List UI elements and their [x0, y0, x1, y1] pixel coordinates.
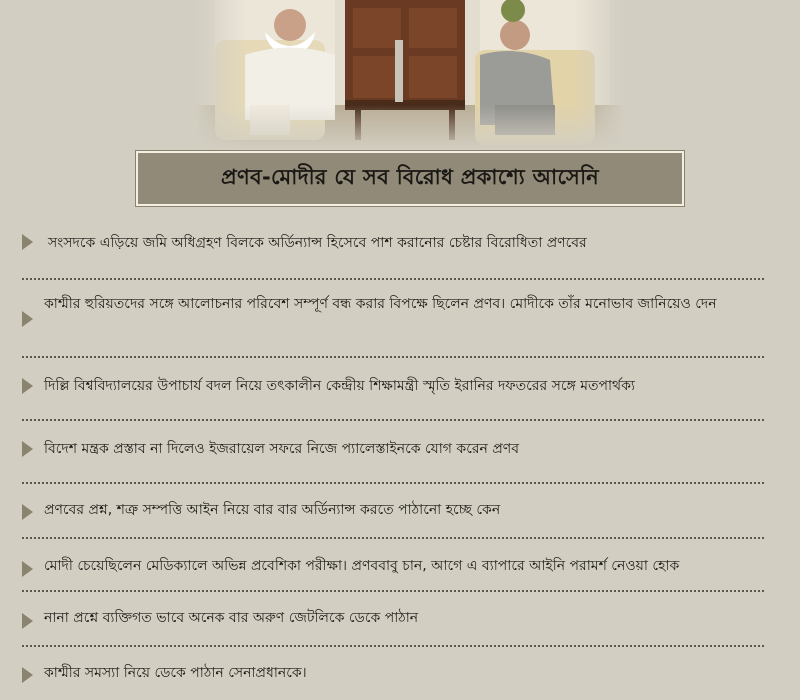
list-item: [22, 280, 764, 358]
arrow-icon: [22, 561, 33, 577]
arrow-icon: [22, 441, 33, 457]
header-photo: [195, 0, 625, 150]
list-item: [22, 226, 764, 280]
headline-title: প্রণব-মোদীর যে সব বিরোধ প্রকাশ্যে আসেনি: [221, 165, 599, 189]
arrow-icon: [22, 234, 33, 250]
bullet-list: [22, 226, 764, 691]
list-item-text: মোদী চেয়েছিলেন মেডিক্যালে অভিন্ন প্রবেশিকা পরীক্ষা। প্রণববাবু চান, আগে এ ব্যাপারে আইনি পরামর্শ নেওয়া হোক: [44, 558, 680, 574]
list-item-text: নানা প্রশ্নে ব্যক্তিগত ভাবে অনেক বার অরুণ জেটলিকে ডেকে পাঠান: [44, 610, 419, 626]
list-item-text: বিদেশ মন্ত্রক প্রস্তাব না দিলেও ইজরায়েল সফরে নিজে প্যালেস্তাইনকে যোগ করেন প্রণব: [44, 441, 520, 457]
list-item-text: কাশ্মীর সমস্যা নিয়ে ডেকে পাঠান সেনাপ্রধানকে।: [44, 665, 307, 681]
arrow-icon: [22, 613, 33, 629]
arrow-icon: [22, 311, 33, 327]
list-item: [22, 647, 764, 691]
arrow-icon: [22, 667, 33, 683]
list-item: [22, 358, 764, 421]
list-item-text: সংসদকে এড়িয়ে জমি অধিগ্রহণ বিলকে অর্ডিন্যান্স হিসেবে পাশ করানোর চেষ্টার বিরোধিতা প্রণবের: [48, 235, 587, 251]
list-item: [22, 421, 764, 484]
headline-banner: [136, 151, 684, 206]
list-item-text: দিল্লি বিশ্ববিদ্যালয়ের উপাচার্য বদল নিয়ে তৎকালীন কেন্দ্রীয় শিক্ষামন্ত্রী স্মৃতি ইরানির দফতরের সঙ্গে মতপার্থক্য: [44, 378, 635, 394]
arrow-icon: [22, 504, 33, 520]
list-item: [22, 484, 764, 539]
photo-icon: [195, 0, 625, 150]
list-item-text: প্রণবের প্রশ্ন, শত্রু সম্পত্তি আইন নিয়ে বার বার অর্ডিন্যান্স করতে পাঠানো হচ্ছে কেন: [44, 502, 501, 518]
list-item-text: কাশ্মীর হুরিয়তদের সঙ্গে আলোচনার পরিবেশ সম্পূর্ণ বন্ধ করার বিপক্ষে ছিলেন প্রণব। মোদীকে তাঁর মনোভাব জানিয়েও দেন: [44, 296, 717, 312]
arrow-icon: [22, 378, 33, 394]
list-item: [22, 539, 764, 592]
list-item: [22, 592, 764, 647]
